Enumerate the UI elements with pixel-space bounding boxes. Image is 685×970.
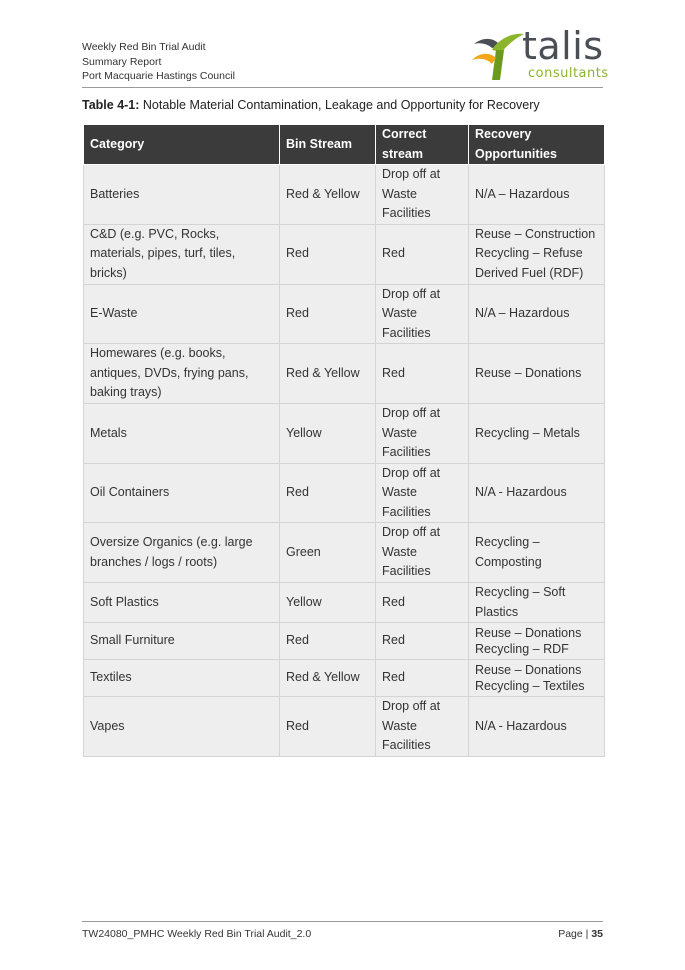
cell-recovery: N/A – Hazardous bbox=[469, 165, 605, 225]
column-header: Bin Stream bbox=[280, 125, 376, 165]
page-number bbox=[558, 928, 603, 940]
cell-bin-stream: Red & Yellow bbox=[280, 660, 376, 697]
cell-recovery: Reuse – Donations bbox=[469, 344, 605, 404]
caption-label: Table 4-1: bbox=[82, 98, 140, 112]
cell-recovery: N/A - Hazardous bbox=[469, 697, 605, 757]
talis-leaf-icon bbox=[470, 30, 526, 82]
cell-correct-stream: Drop off at Waste Facilities bbox=[376, 697, 469, 757]
page-label: Page | bbox=[558, 928, 589, 940]
header-rule bbox=[82, 87, 603, 88]
table-row bbox=[84, 463, 605, 523]
cell-recovery: Recycling – Composting bbox=[469, 523, 605, 583]
cell-bin-stream: Red bbox=[280, 697, 376, 757]
cell-correct-stream: Red bbox=[376, 660, 469, 697]
cell-recovery: N/A - Hazardous bbox=[469, 463, 605, 523]
table-row bbox=[84, 583, 605, 623]
table-row bbox=[84, 404, 605, 464]
table-row bbox=[84, 165, 605, 225]
cell-bin-stream: Yellow bbox=[280, 583, 376, 623]
cell-bin-stream: Red & Yellow bbox=[280, 344, 376, 404]
cell-correct-stream: Red bbox=[376, 623, 469, 660]
table-row bbox=[84, 523, 605, 583]
logo-subtitle: consultants bbox=[528, 66, 609, 81]
cell-category: Oil Containers bbox=[84, 463, 280, 523]
cell-category: Batteries bbox=[84, 165, 280, 225]
talis-logo bbox=[470, 24, 610, 82]
document-header bbox=[82, 40, 235, 84]
cell-correct-stream: Drop off at Waste Facilities bbox=[376, 284, 469, 344]
cell-recovery: N/A – Hazardous bbox=[469, 284, 605, 344]
cell-correct-stream: Red bbox=[376, 344, 469, 404]
footer-doc-id: TW24080_PMHC Weekly Red Bin Trial Audit_2.0 bbox=[82, 928, 312, 940]
table-caption bbox=[82, 98, 540, 112]
page-number-value: 35 bbox=[591, 928, 603, 940]
cell-category: E-Waste bbox=[84, 284, 280, 344]
cell-recovery: Reuse – Donations Recycling – Textiles bbox=[469, 660, 605, 697]
column-header: Category bbox=[84, 125, 280, 165]
cell-recovery: Recycling – Metals bbox=[469, 404, 605, 464]
column-header: Recovery Opportunities bbox=[469, 125, 605, 165]
cell-correct-stream: Drop off at Waste Facilities bbox=[376, 523, 469, 583]
cell-category: Soft Plastics bbox=[84, 583, 280, 623]
table-row bbox=[84, 660, 605, 697]
cell-bin-stream: Red bbox=[280, 284, 376, 344]
cell-category: Small Furniture bbox=[84, 623, 280, 660]
cell-correct-stream: Drop off at Waste Facilities bbox=[376, 165, 469, 225]
cell-recovery: Recycling – Soft Plastics bbox=[469, 583, 605, 623]
cell-bin-stream: Red bbox=[280, 463, 376, 523]
cell-bin-stream: Red bbox=[280, 623, 376, 660]
cell-recovery: Reuse – Donations Recycling – RDF bbox=[469, 623, 605, 660]
cell-bin-stream: Yellow bbox=[280, 404, 376, 464]
table-row bbox=[84, 623, 605, 660]
header-subtitle: Summary Report bbox=[82, 55, 162, 68]
logo-wordmark: talis bbox=[522, 24, 604, 68]
cell-category: Vapes bbox=[84, 697, 280, 757]
table-row bbox=[84, 344, 605, 404]
table-row bbox=[84, 697, 605, 757]
cell-bin-stream: Red & Yellow bbox=[280, 165, 376, 225]
table-row bbox=[84, 224, 605, 284]
cell-category: Oversize Organics (e.g. large branches / logs / roots) bbox=[84, 523, 280, 583]
table-header-row bbox=[84, 125, 605, 165]
footer-rule bbox=[82, 921, 603, 922]
cell-correct-stream: Red bbox=[376, 583, 469, 623]
table-row bbox=[84, 284, 605, 344]
cell-recovery: Reuse – Construction Recycling – Refuse Derived Fuel (RDF) bbox=[469, 224, 605, 284]
cell-category: C&D (e.g. PVC, Rocks, materials, pipes, turf, tiles, bricks) bbox=[84, 224, 280, 284]
contamination-table bbox=[83, 124, 605, 757]
cell-bin-stream: Green bbox=[280, 523, 376, 583]
header-title: Weekly Red Bin Trial Audit bbox=[82, 41, 206, 53]
header-client: Port Macquarie Hastings Council bbox=[82, 70, 235, 82]
column-header: Correct stream bbox=[376, 125, 469, 165]
cell-category: Textiles bbox=[84, 660, 280, 697]
cell-correct-stream: Red bbox=[376, 224, 469, 284]
caption-text: Notable Material Contamination, Leakage and Opportunity for Recovery bbox=[142, 98, 540, 112]
cell-category: Homewares (e.g. books, antiques, DVDs, frying pans, baking trays) bbox=[84, 344, 280, 404]
cell-correct-stream: Drop off at Waste Facilities bbox=[376, 404, 469, 464]
cell-bin-stream: Red bbox=[280, 224, 376, 284]
cell-category: Metals bbox=[84, 404, 280, 464]
cell-correct-stream: Drop off at Waste Facilities bbox=[376, 463, 469, 523]
